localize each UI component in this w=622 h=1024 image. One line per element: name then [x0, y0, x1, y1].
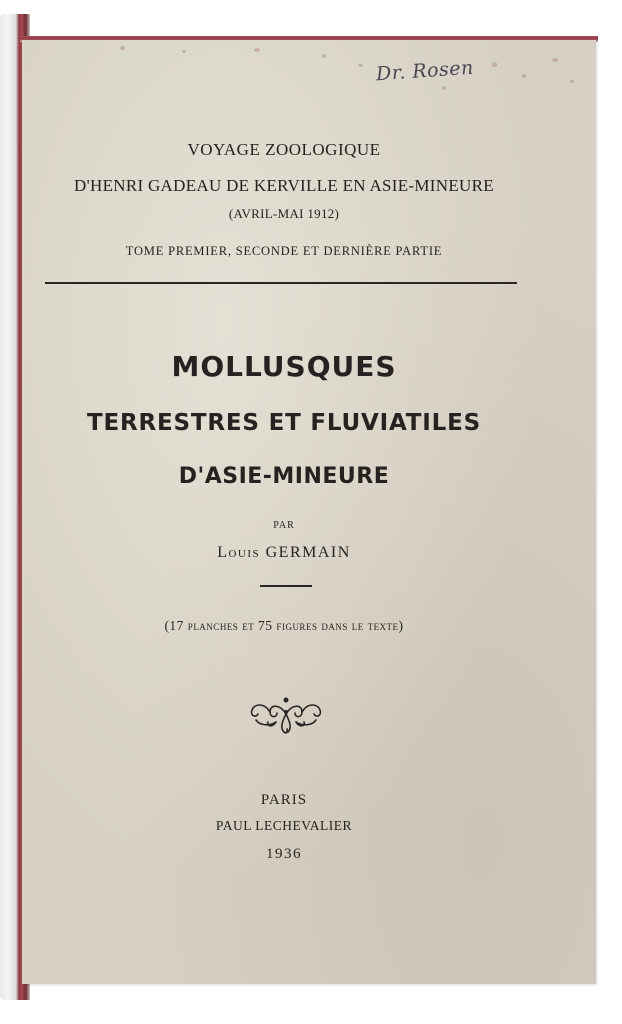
author-name: Louis GERMAIN	[217, 544, 351, 561]
foxing-spot	[358, 64, 363, 67]
imprint-year: 1936	[266, 846, 302, 862]
imprint-city: PARIS	[260, 792, 308, 808]
volume-statement: TOME PREMIER, SECONDE ET DERNIÈRE PARTIE	[125, 244, 443, 258]
foxing-spot	[182, 50, 186, 53]
main-title-line-2: TERRESTRES ET FLUVIATILES	[87, 410, 481, 436]
foxing-spot	[552, 58, 558, 62]
foxing-spot	[442, 86, 446, 90]
expedition-dates: (AVRIL-MAI 1912)	[228, 206, 340, 221]
series-title-line-2: D'HENRI GADEAU DE KERVILLE EN ASIE-MINEURE	[74, 176, 494, 195]
foxing-spot	[322, 54, 326, 58]
main-title-line-1: MOLLUSQUES	[171, 350, 397, 383]
handwritten-signature: Dr. Rosen	[375, 56, 475, 86]
header-divider	[45, 282, 517, 284]
fleuron-ornament-icon	[246, 692, 326, 738]
foxing-spot	[120, 46, 125, 50]
foxing-spot	[570, 80, 574, 83]
author-by: PAR	[273, 520, 295, 531]
foxing-spot	[254, 48, 260, 52]
foxing-spot	[492, 62, 497, 67]
author-divider	[260, 585, 312, 587]
imprint-publisher: PAUL LECHEVALIER	[215, 818, 353, 833]
foxing-spot	[522, 74, 526, 78]
illustrations-note: (17 planches et 75 figures dans le texte)	[164, 618, 404, 633]
series-title-line-1: VOYAGE ZOOLOGIQUE	[187, 140, 381, 159]
title-page	[22, 40, 596, 984]
main-title-line-3: D'ASIE-MINEURE	[178, 464, 390, 489]
